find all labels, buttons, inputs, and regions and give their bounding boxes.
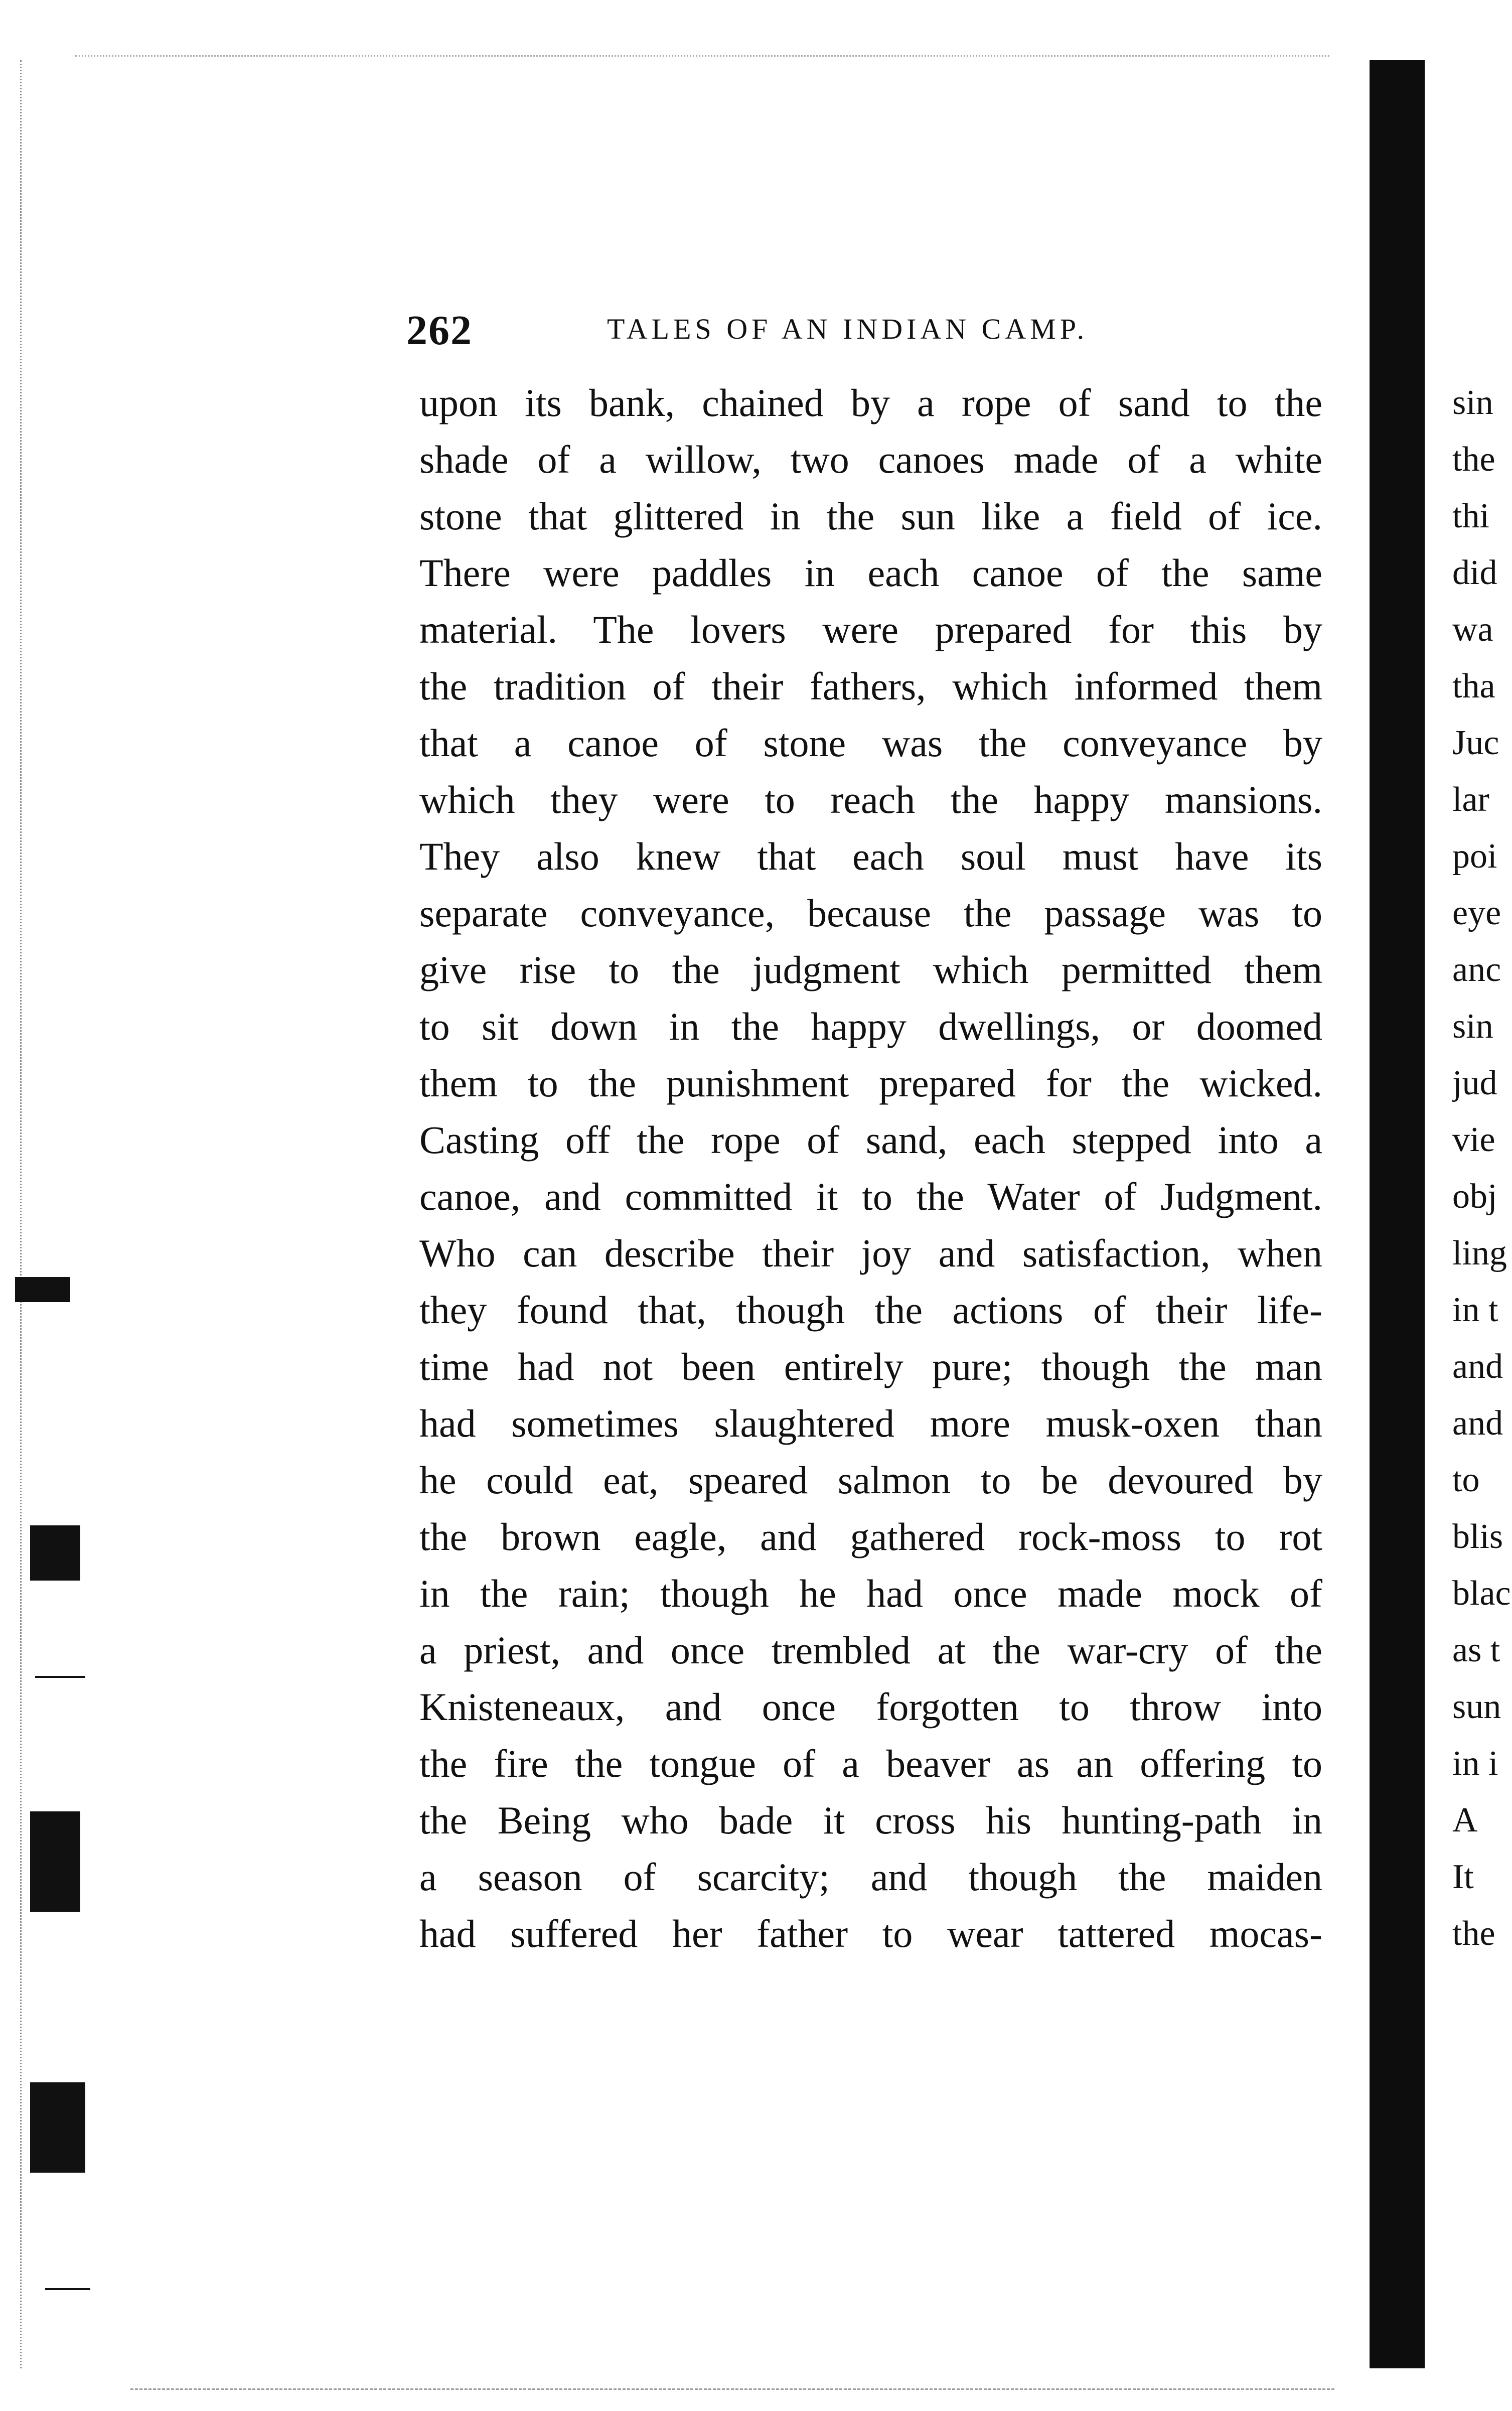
facing-page-fragment: blac — [1452, 1574, 1511, 1613]
facing-page-fragment: and — [1452, 1404, 1503, 1443]
facing-page-fragment: lar — [1452, 780, 1489, 819]
scan-mark-3 — [30, 1811, 80, 1912]
facing-page-fragment: sun — [1452, 1687, 1501, 1726]
facing-page-fragment: as t — [1452, 1631, 1500, 1669]
facing-page-fragment: eye — [1452, 894, 1501, 932]
facing-page-fragment: sin — [1452, 383, 1493, 422]
facing-page-fragment: vie — [1452, 1120, 1495, 1159]
scan-mark-1 — [15, 1277, 70, 1302]
text-line: Who can describe their joy and satisfaction, when — [419, 1231, 1322, 1275]
text-line: They also knew that each soul must have its — [419, 834, 1322, 878]
facing-page-fragment: the — [1452, 1914, 1495, 1953]
text-line: had sometimes slaughtered more musk-oxen than — [419, 1401, 1322, 1445]
facing-page-fragment: anc — [1452, 950, 1501, 989]
scan-mark-2 — [30, 1525, 80, 1581]
facing-page-fragment: poi — [1452, 837, 1497, 876]
text-line: the Being who bade it cross his hunting-path in — [419, 1798, 1322, 1842]
text-line: which they were to reach the happy mansions. — [419, 778, 1322, 821]
page-number: 262 — [406, 307, 473, 354]
text-line: the fire the tongue of a beaver as an offering to — [419, 1742, 1322, 1785]
text-line: that a canoe of stone was the conveyance by — [419, 721, 1322, 765]
text-line: There were paddles in each canoe of the same — [419, 551, 1322, 595]
facing-page-fragment: thi — [1452, 497, 1489, 535]
facing-page-fragment: A — [1452, 1801, 1478, 1839]
text-line: stone that glittered in the sun like a field of ice. — [419, 494, 1322, 538]
page-header — [406, 306, 1359, 354]
facing-page-fragment: Juc — [1452, 724, 1499, 762]
text-line: separate conveyance, because the passage was to — [419, 891, 1322, 935]
text-line: them to the punishment prepared for the wicked. — [419, 1061, 1322, 1105]
facing-page-fragment: in i — [1452, 1744, 1498, 1783]
facing-page-fragment: jud — [1452, 1064, 1497, 1102]
body-text — [419, 374, 1322, 1962]
text-line: time had not been entirely pure; though the man — [419, 1345, 1322, 1388]
text-line: had suffered her father to wear tattered mocas- — [419, 1912, 1322, 1955]
facing-page-fragment: obj — [1452, 1177, 1497, 1216]
binding-gutter — [1370, 60, 1425, 2368]
facing-page-fragment: and — [1452, 1347, 1503, 1386]
text-line: canoe, and committed it to the Water of Judgment. — [419, 1175, 1322, 1218]
running-head: TALES OF AN INDIAN CAMP. — [607, 313, 1089, 345]
text-line: material. The lovers were prepared for this by — [419, 608, 1322, 651]
page-left-edge — [20, 60, 24, 2368]
facing-page-fragment: wa — [1452, 610, 1493, 649]
facing-page-fragment: blis — [1452, 1517, 1503, 1556]
text-line: a priest, and once trembled at the war-cry of the — [419, 1628, 1322, 1672]
scan-mark-4 — [30, 2082, 85, 2173]
text-line: the tradition of their fathers, which informed them — [419, 664, 1322, 708]
facing-page-fragment: It — [1452, 1858, 1474, 1896]
text-line: Casting off the rope of sand, each stepped into a — [419, 1118, 1322, 1162]
facing-page-fragment: to — [1452, 1461, 1480, 1499]
scan-rule-2 — [45, 2288, 90, 2290]
facing-page-fragment: the — [1452, 440, 1495, 479]
text-line: to sit down in the happy dwellings, or doomed — [419, 1005, 1322, 1048]
text-line: the brown eagle, and gathered rock-moss to rot — [419, 1515, 1322, 1558]
text-line: shade of a willow, two canoes made of a white — [419, 438, 1322, 481]
text-line: in the rain; though he had once made mock of — [419, 1572, 1322, 1615]
facing-page-fragment: did — [1452, 553, 1497, 592]
scan-rule-1 — [35, 1676, 85, 1678]
text-line: they found that, though the actions of their life- — [419, 1288, 1322, 1332]
facing-page-fragment: sin — [1452, 1007, 1493, 1046]
text-line: a season of scarcity; and though the maiden — [419, 1855, 1322, 1899]
text-line: give rise to the judgment which permitted them — [419, 948, 1322, 991]
facing-page-fragment: tha — [1452, 667, 1495, 705]
text-line: he could eat, speared salmon to be devoured by — [419, 1458, 1322, 1502]
facing-page-fragment: ling — [1452, 1234, 1507, 1272]
page-top-edge — [75, 55, 1329, 59]
facing-page-fragments — [1452, 374, 1512, 1962]
text-line: upon its bank, chained by a rope of sand to the — [419, 381, 1322, 424]
page-bottom-edge — [130, 2388, 1334, 2392]
facing-page-fragment: in t — [1452, 1291, 1498, 1329]
text-line: Knisteneaux, and once forgotten to throw into — [419, 1685, 1322, 1729]
